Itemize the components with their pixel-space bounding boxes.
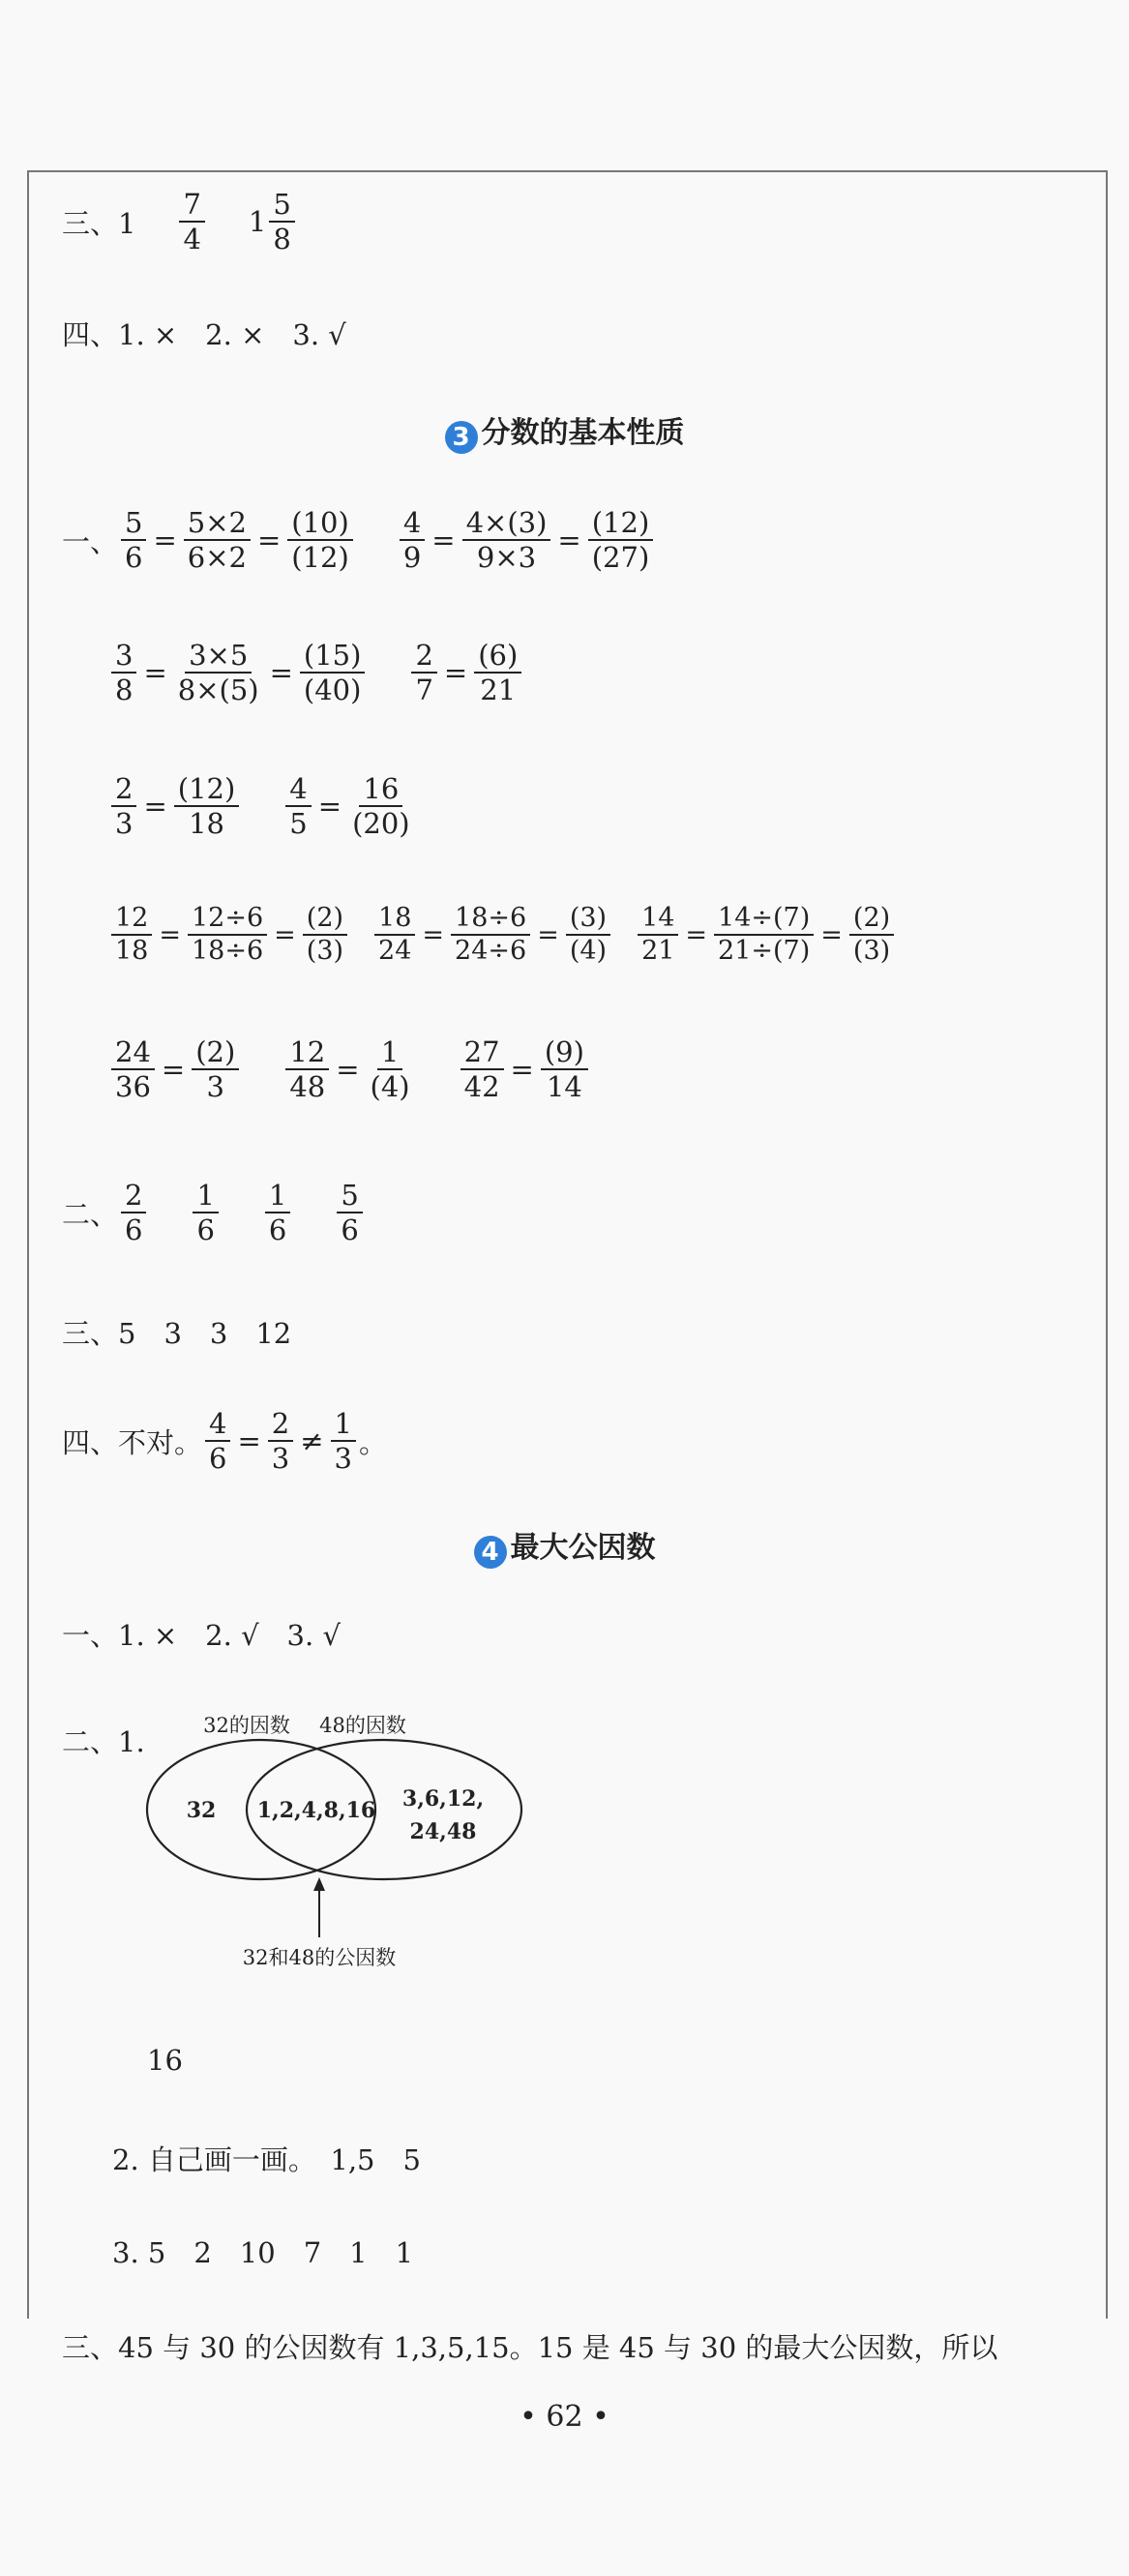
answer-row: $\frac{3}{8}$ = $\frac{3\times 5}{8\times(5)}$ = $\frac{(15)}{(40)}$ $\frac{2}{7}$ = $\frac{(6)}{21}$ (108, 641, 524, 705)
answer-row: 一、 $\frac{5}{6}$ = $\frac{5\times 2}{6\times 2}$ = $\frac{(10)}{(12)}$ $\frac{4}{9}$ = $\frac{4\times(3)}{9\times 3}$ = $\frac{(12)}{(27)}$ (62, 508, 656, 573)
venn-left-only: 32 (186, 1798, 217, 1823)
answer-16: 16 (147, 2044, 183, 2077)
venn-left-label: 32的因数 (203, 1714, 290, 1737)
section-4-heading (0, 1523, 1129, 1569)
venn-arrowhead (313, 1877, 325, 1891)
top-border (27, 170, 1108, 172)
answer-si: 四、1. × 2. × 3. √ (62, 318, 346, 351)
fraction: $\frac{5}{8}$ (269, 190, 294, 255)
number-badge: 4 (474, 1536, 507, 1569)
left-border (27, 170, 29, 2319)
answer-3: 3. 5 2 10 7 1 1 (112, 2236, 414, 2269)
answer-yi: 一、1. × 2. √ 3. √ (62, 1619, 341, 1652)
answer-row: $\frac{2}{3}$ = $\frac{(12)}{18}$ $\frac{4}{5}$ = $\frac{16}{(20)}$ (108, 774, 417, 839)
fraction: $\frac{7}{4}$ (179, 190, 204, 255)
answer-san: 三、5 3 3 12 (62, 1317, 292, 1350)
answer-san-text: 三、45 与 30 的公因数有 1,3,5,15。15 是 45 与 30 的最大公因数，所以 (62, 2331, 998, 2364)
venn-intersection: 1,2,4,8,16 (256, 1798, 376, 1823)
answer-si: 四、不对。 $\frac{4}{6}$ = $\frac{2}{3}$ ≠ $\frac{1}{3}$ 。 (62, 1407, 388, 1476)
number-badge: 3 (445, 421, 478, 454)
section-title: 最大公因数 (510, 1531, 656, 1565)
answer-er-label: 二、1. (62, 1725, 145, 1758)
label: 三、1 (62, 206, 136, 240)
answer-er: 二、 $\frac{2}{6}$ $\frac{1}{6}$ $\frac{1}{6}$ $\frac{5}{6}$ (62, 1181, 366, 1245)
mixed-whole: 1 (248, 205, 267, 239)
answer-2: 2. 自己画一画。 1,5 5 (112, 2143, 421, 2176)
right-border (1106, 170, 1108, 2319)
venn-right-only-1: 3,6,12, (401, 1786, 485, 1812)
venn-diagram (135, 1713, 542, 1974)
page-number: • 62 • (520, 2400, 609, 2434)
answer-row: $\frac{12}{18}$ = $\frac{12\div 6}{18\div 6}$ = $\frac{(2)}{(3)}$ $\frac{18}{24}$ = $\frac{18\div 6}{24\div 6}$ = $\frac{(3)}{(4)}$ $\frac{14}{21}$ = $\frac{14\div(7)}{21\div(7)}$ = $\frac{(2)}{(3)}$ (108, 905, 897, 966)
answer-row: $\frac{24}{36}$ = $\frac{(2)}{3}$ $\frac{12}{48}$ = $\frac{1}{(4)}$ $\frac{27}{42}$ = $\frac{(9)}{14}$ (108, 1037, 591, 1102)
venn-right-label: 48的因数 (319, 1714, 406, 1737)
answer-san (62, 190, 298, 255)
venn-right-only-2: 24,48 (409, 1819, 477, 1844)
section-3-heading (0, 408, 1129, 454)
section-title: 分数的基本性质 (481, 416, 685, 450)
venn-caption: 32和48的公因数 (242, 1946, 397, 1969)
